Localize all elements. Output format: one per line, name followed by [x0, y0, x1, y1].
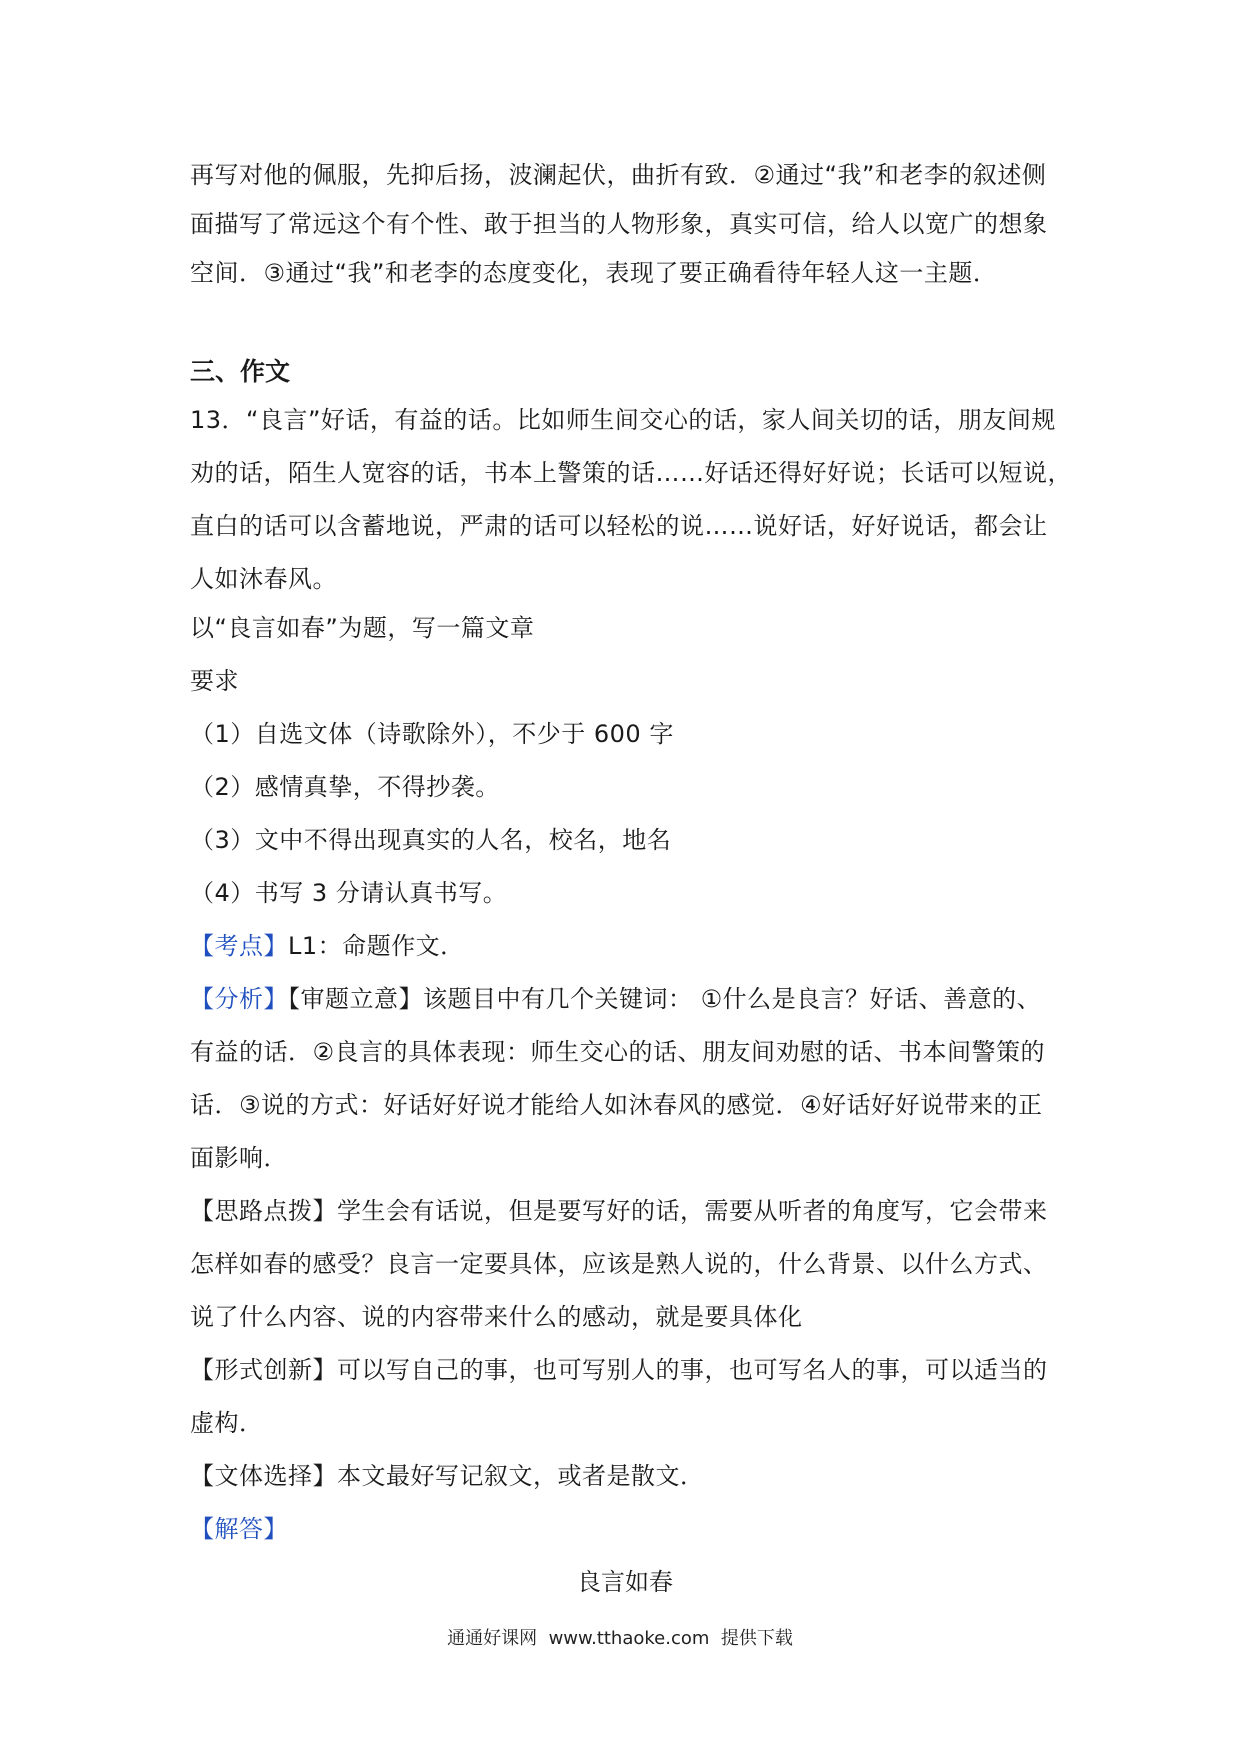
text-line: 面描写了常远这个有个性、敢于担当的人物形象，真实可信，给人以宽广的想象 [190, 210, 1048, 238]
kaodian-text: L1：命题作文． [288, 932, 465, 960]
silu-line: 【思路点拨】学生会有话说，但是要写好的话，需要从听者的角度写，它会带来 [190, 1197, 1048, 1225]
question-line: 劝的话，陌生人宽容的话，书本上警策的话……好话还得好好说；长话可以短说， [190, 459, 1072, 487]
kaodian-row [190, 922, 1070, 971]
analysis-block [190, 975, 1070, 1183]
text-line: 空间．③通过“我”和老李的态度变化，表现了要正确看待年轻人这一主题． [190, 259, 998, 287]
question-line: 人如沐春风。 [190, 565, 337, 593]
question-line: 13．“良言”好话，有益的话。比如师生间交心的话，家人间关切的话，朋友间规 [190, 406, 1056, 434]
text-line: 再写对他的佩服，先抑后扬，波澜起伏，曲折有致．②通过“我”和老李的叙述侧 [190, 161, 1047, 189]
xingshi-line: 【形式创新】可以写自己的事，也可写别人的事，也可写名人的事，可以适当的 [190, 1356, 1048, 1384]
wenti-line: 【文体选择】本文最好写记叙文，或者是散文． [190, 1462, 705, 1490]
silu-block [190, 1187, 1070, 1342]
analysis-line: 话．③说的方式：好话好好说才能给人如沐春风的感觉．④好话好好说带来的正 [190, 1091, 1043, 1119]
question-prompt: 以“良言如春”为题，写一篇文章 [190, 614, 535, 642]
requirement-item: （4）书写 3 分请认真书写。 [190, 879, 508, 907]
analysis-first-line [190, 975, 1070, 1024]
requirement-item: （3）文中不得出现真实的人名，校名，地名 [190, 826, 672, 854]
xingshi-block [190, 1346, 1070, 1448]
requirements-label: 要求 [190, 667, 239, 695]
xingshi-line: 虚构． [190, 1409, 264, 1437]
analysis-line: 有益的话．②良言的具体表现：师生交心的话、朋友间劝慰的话、书本间警策的 [190, 1038, 1046, 1066]
fenxi-tag: 【分析】 [190, 985, 288, 1013]
page-content [190, 151, 1070, 1607]
answer-paragraph-continued [190, 151, 1070, 298]
fenxi-text: 【审题立意】该题目中有几个关键词： ①什么是良言？好话、善意的、 [288, 985, 1042, 1013]
essay-title: 良言如春 [577, 1568, 673, 1596]
question-line: 直白的话可以含蓄地说，严肃的话可以轻松的说……说好话，好好说话，都会让 [190, 512, 1048, 540]
requirement-item: （2）感情真挚，不得抄袭。 [190, 773, 500, 801]
page-footer: 通通好课网 www.tthaoke.com 提供下载 [447, 1628, 793, 1649]
kaodian-tag: 【考点】 [190, 932, 288, 960]
question-13 [190, 396, 1070, 918]
jieda-tag: 【解答】 [190, 1515, 288, 1543]
silu-line: 说了什么内容、说的内容带来什么的感动，就是要具体化 [190, 1303, 803, 1331]
requirement-item: （1）自选文体（诗歌除外），不少于 600 字 [190, 720, 674, 748]
analysis-line: 面影响． [190, 1144, 288, 1172]
section-heading: 三、作文 [190, 357, 291, 386]
silu-line: 怎样如春的感受？良言一定要具体，应该是熟人说的，什么背景、以什么方式、 [190, 1250, 1048, 1278]
jieda-row [190, 1505, 1070, 1554]
